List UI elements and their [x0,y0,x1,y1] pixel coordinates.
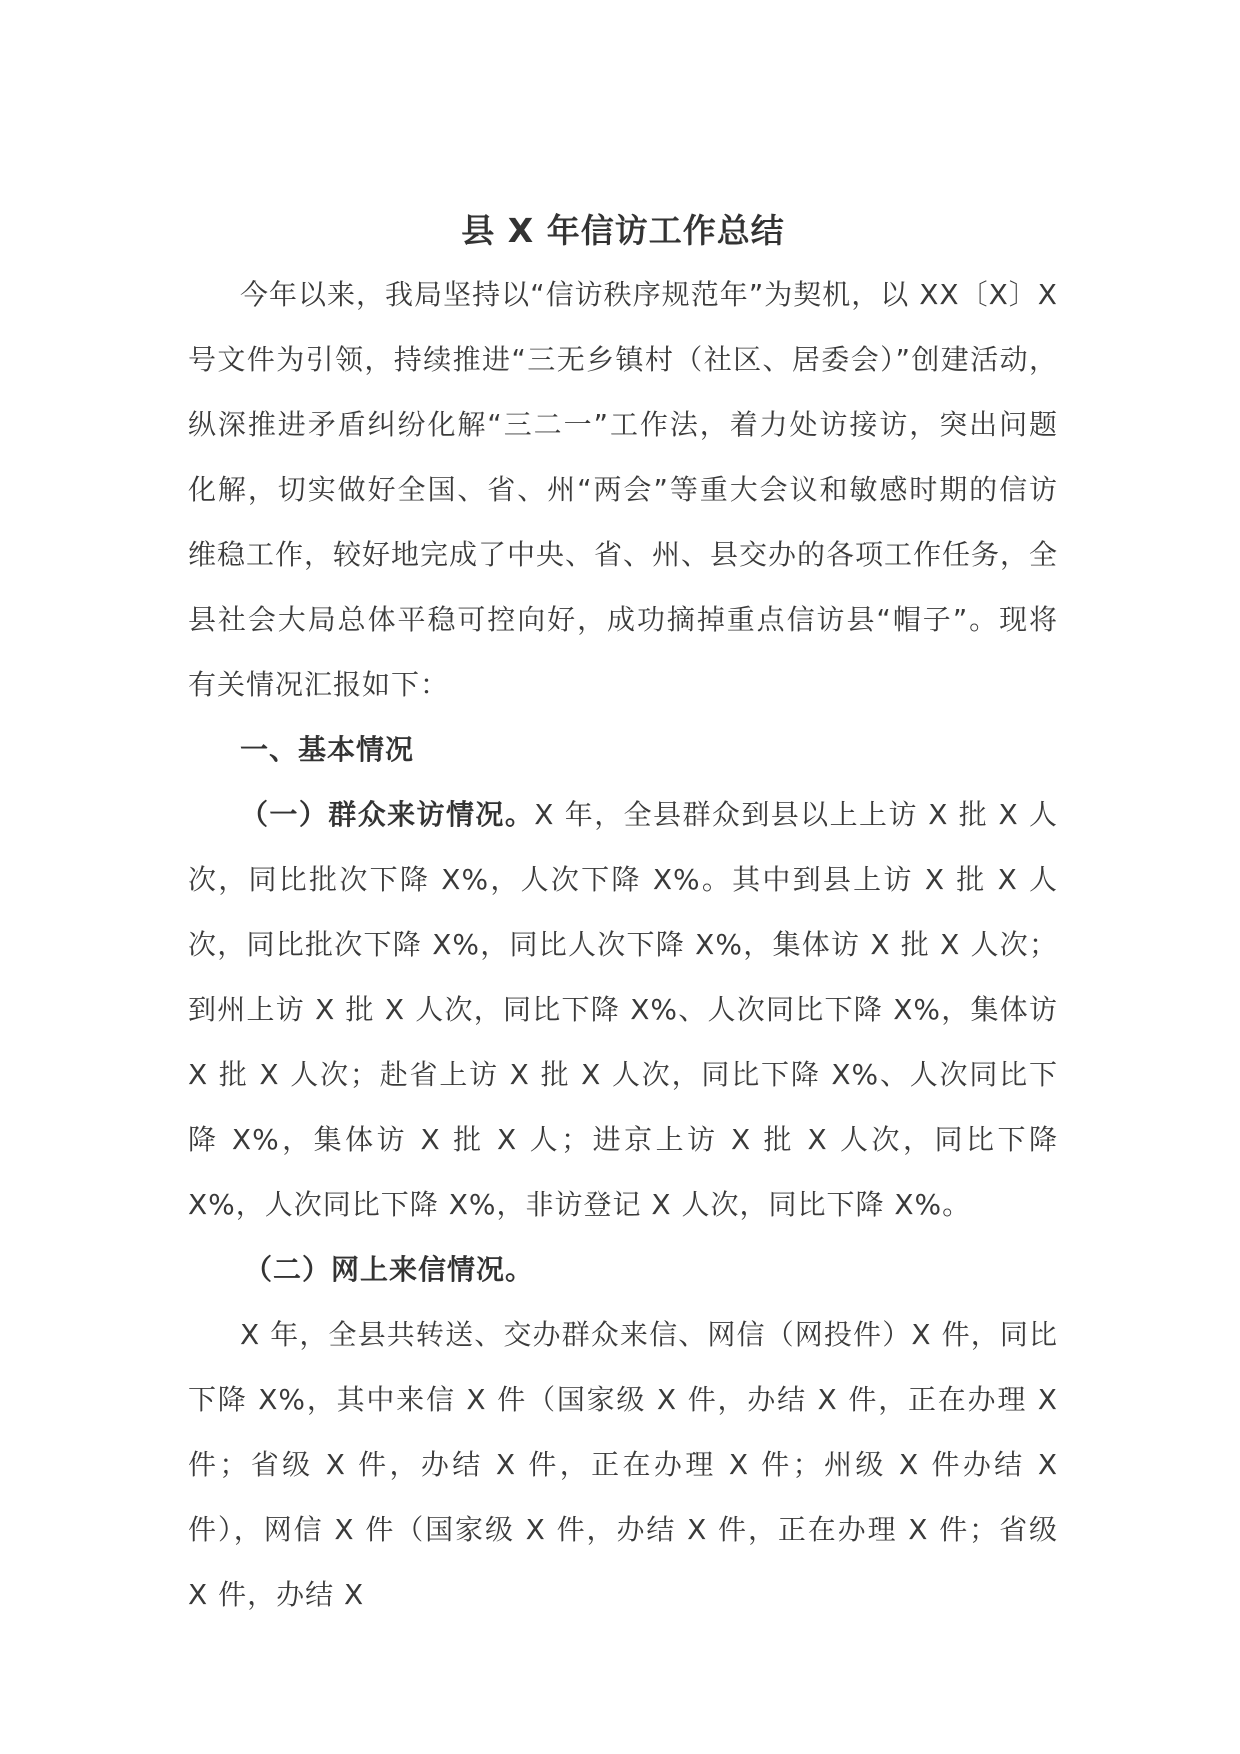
subsection-heading-online-letters: （二）网上来信情况。 [244,1253,535,1286]
visits-lead: （一）群众来访情况。 [240,798,535,831]
document-body [188,200,1058,1627]
intro-paragraph: 今年以来，我局坚持以“信访秩序规范年”为契机，以 XX〔X〕X 号文件为引领，持续推进“三无乡镇村（社区、居委会）”创建活动，纵深推进矛盾纠纷化解“三二一”工作法，着力处访接访，突出问题化解，切实做好全国、省、州“两会”等重大会议和敏感时期的信访维稳工作，较好地完成了中央、省、州、县交办的各项工作任务，全县社会大局总体平稳可控向好，成功摘掉重点信访县“帽子”。现将有关情况汇报如下： [188,278,1059,701]
document-title: 县 X 年信访工作总结 [461,211,785,250]
visits-body: X 年，全县群众到县以上上访 X 批 X 人次，同比批次下降 X%，人次下降 X%。其中到县上访 X 批 X 人次，同比批次下降 X%，同比人次下降 X%，集体访 X 批 X 人次；到州上访 X 批 X 人次，同比下降 X%、人次同比下降 X%，集体访 X 批 X 人次；赴省上访 X 批 X 人次，同比下降 X%、人次同比下降 X%，集体访 X 批 X 人；进京上访 X 批 X 人次，同比下降 X%，人次同比下降 X%，非访登记 X 人次，同比下降 X%。 [188,798,1058,1221]
online-letters-paragraph: X 年，全县共转送、交办群众来信、网信（网投件）X 件，同比下降 X%，其中来信 X 件（国家级 X 件，办结 X 件，正在办理 X 件；省级 X 件，办结 X 件，正在办理 X 件；州级 X 件办结 X 件），网信 X 件（国家级 X 件，办结 X 件，正在办理 X 件；省级 X 件，办结 X [188,1318,1058,1611]
visits-paragraph [188,782,1058,1237]
section-heading-basic-situation: 一、基本情况 [240,733,415,766]
